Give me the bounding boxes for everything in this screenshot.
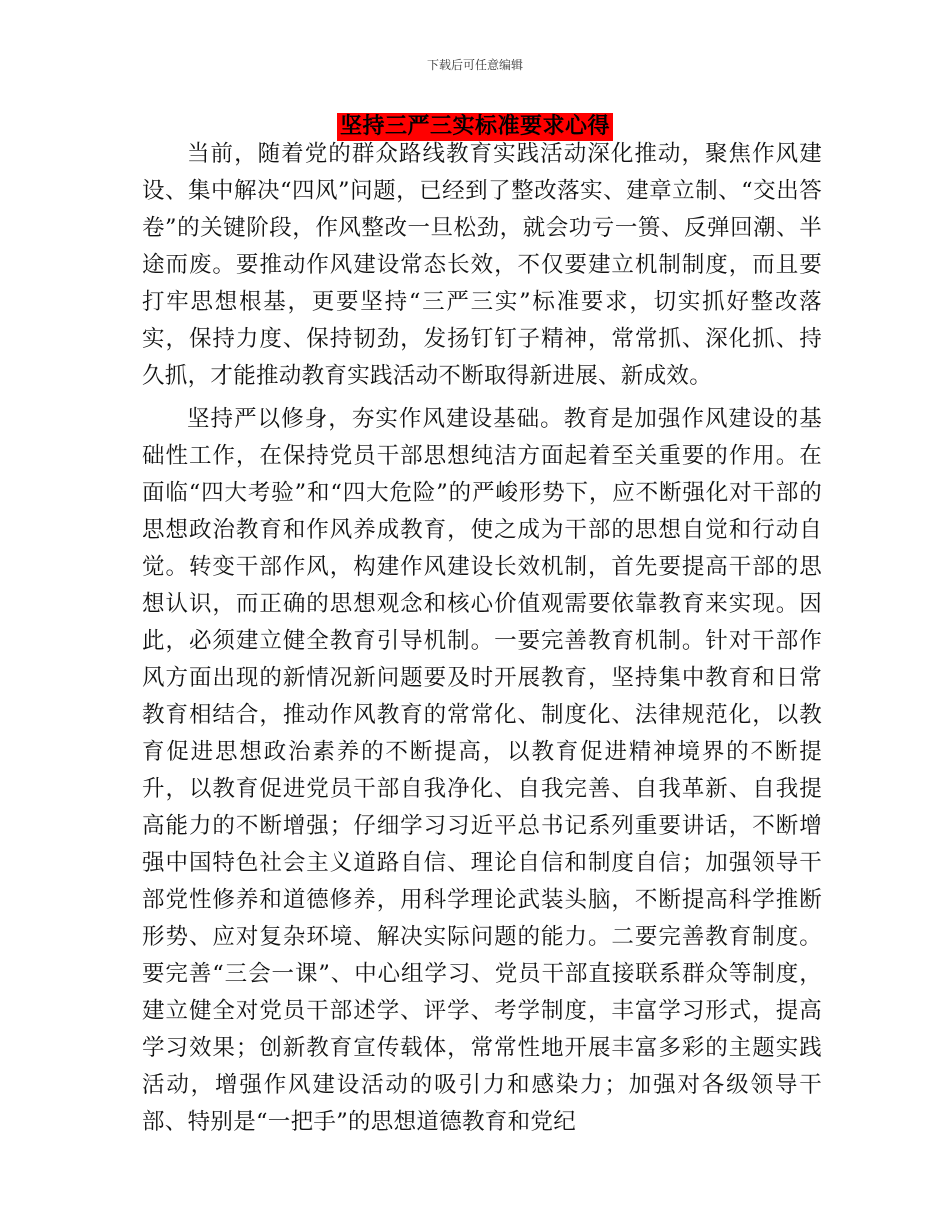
document-body	[142, 136, 822, 1141]
paragraph-intro: 当前，随着党的群众路线教育实践活动深化推动，聚焦作风建设、集中解决“四风”问题，已经到了整改落实、建章立制、“交出答卷”的关键阶段，作风整改一旦松劲，就会功亏一篑、反弹回潮、半途而废。要推动作风建设常态长效，不仅要建立机制制度，而且要打牢思想根基，更要坚持“三严三实”标准要求，切实抓好整改落实，保持力度、保持韧劲，发扬钉钉子精神，常常抓、深化抓、持久抓，才能推动教育实践活动不断取得新进展、新成效。	[142, 141, 822, 389]
document-title: 坚持三严三实标准要求心得	[337, 113, 613, 141]
page-header-note: 下载后可任意编辑	[426, 58, 523, 72]
paragraph-self-cultivation: 坚持严以修身，夯实作风建设基础。教育是加强作风建设的基础性工作，在保持党员干部思想纯洁方面起着至关重要的作用。在面临“四大考验”和“四大危险”的严峻形势下，应不断强化对干部的思想政治教育和作风养成教育，使之成为干部的思想自觉和行动自觉。转变干部作风，构建作风建设长效机制，首先要提高干部的思想认识，而正确的思想观念和核心价值观需要依靠教育来实现。因此，必须建立健全教育引导机制。一要完善教育机制。针对干部作风方面出现的新情况新问题要及时开展教育，坚持集中教育和日常教育相结合，推动作风教育的常常化、制度化、法律规范化，以教育促进思想政治素养的不断提高，以教育促进精神境界的不断提升，以教育促进党员干部自我净化、自我完善、自我革新、自我提高能力的不断增强；仔细学习习近平总书记系列重要讲话，不断增强中国特色社会主义道路自信、理论自信和制度自信；加强领导干部党性修养和道德修养，用科学理论武装头脑，不断提高科学推断形势、应对复杂环境、解决实际问题的能力。二要完善教育制度。要完善“三会一课”、中心组学习、党员干部直接联系群众等制度，建立健全对党员干部述学、评学、考学制度，丰富学习形式，提高学习效果；创新教育宣传载体，常常性地开展丰富多彩的主题实践活动，增强作风建设活动的吸引力和感染力；加强对各级领导干部、特别是“一把手”的思想道德教育和党纪	[142, 406, 822, 1135]
